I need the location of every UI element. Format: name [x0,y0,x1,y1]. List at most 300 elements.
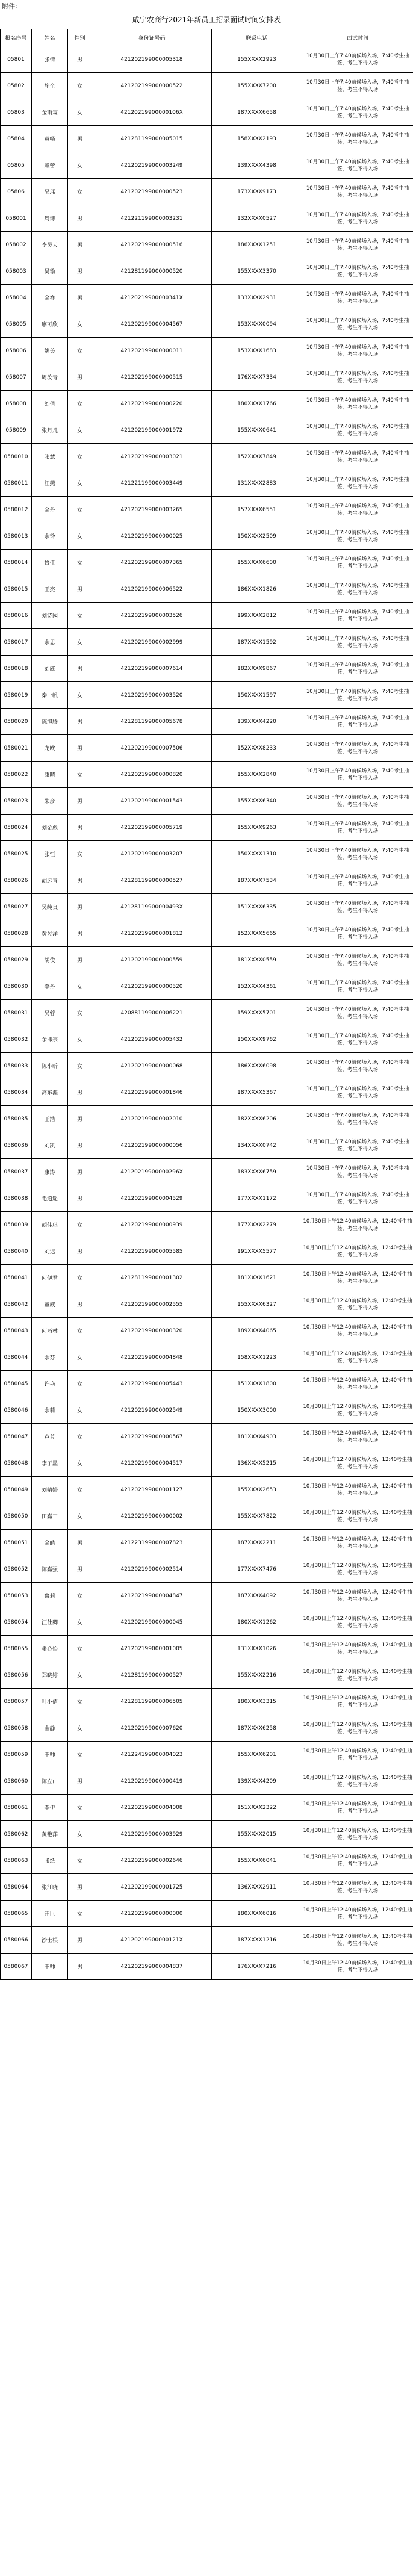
reg-number-cell: 0580012 [1,497,32,523]
id-number-cell: 421224199000004023 [92,1742,212,1768]
interview-time-cell: 10月30日上午7:40前候场入场，7:40考生抽签，考生不得入场 [302,1185,413,1212]
reg-number-cell: 0580044 [1,1344,32,1371]
phone-cell: 182XXXX6206 [212,1106,302,1132]
gender-cell: 女 [68,417,92,444]
id-number-cell: 421202199000002999 [92,629,212,656]
gender-cell: 女 [68,1344,92,1371]
interview-time-cell: 10月30日上午7:40前候场入场，7:40考生抽签，考生不得入场 [302,232,413,258]
reg-number-cell: 0580039 [1,1212,32,1238]
name-cell: 金雨霖 [32,99,68,126]
id-number-cell: 421281199000000520 [92,258,212,285]
reg-number-cell: 0580031 [1,1000,32,1026]
table-row [1,629,413,656]
gender-cell: 女 [68,682,92,709]
id-number-cell: 421202199000000220 [92,391,212,417]
interview-time-cell: 10月30日上午12:40前候场入场，12:40考生抽签，考生不得入场 [302,1450,413,1477]
name-cell: 戚蕾 [32,152,68,179]
gender-cell: 男 [68,947,92,973]
table-row [1,1874,413,1901]
reg-number-cell: 0580021 [1,735,32,762]
table-row [1,1662,413,1689]
id-number-cell: 421281199000005015 [92,126,212,152]
table-row [1,1477,413,1503]
name-cell: 余即宗 [32,1026,68,1053]
id-number-cell: 421281199000006505 [92,1689,212,1715]
table-row [1,1265,413,1291]
phone-cell: 180XXXX6016 [212,1901,302,1927]
phone-cell: 152XXXX5665 [212,920,302,947]
reg-number-cell: 0580024 [1,815,32,841]
phone-cell: 155XXXX2840 [212,762,302,788]
reg-number-cell: 0580011 [1,470,32,497]
name-cell: 姚美 [32,338,68,364]
reg-number-cell: 0580035 [1,1106,32,1132]
name-cell: 张心怡 [32,1636,68,1662]
interview-time-cell: 10月30日上午12:40前候场入场，12:40考生抽签，考生不得入场 [302,1715,413,1742]
table-row [1,1583,413,1609]
name-cell: 张倩 [32,46,68,73]
name-cell: 何伊君 [32,1265,68,1291]
id-number-cell: 421202199000003207 [92,841,212,867]
reg-number-cell: 058009 [1,417,32,444]
phone-cell: 139XXXX4220 [212,709,302,735]
interview-time-cell: 10月30日上午12:40前候场入场，12:40考生抽签，考生不得入场 [302,1609,413,1636]
gender-cell: 男 [68,1530,92,1556]
gender-cell: 男 [68,46,92,73]
phone-cell: 159XXXX5701 [212,1000,302,1026]
reg-number-cell: 0580059 [1,1742,32,1768]
reg-number-cell: 058008 [1,391,32,417]
id-number-cell: 421202199000005432 [92,1026,212,1053]
phone-cell: 157XXXX6551 [212,497,302,523]
table-row [1,1530,413,1556]
gender-cell: 女 [68,1662,92,1689]
gender-cell: 女 [68,1821,92,1848]
interview-time-cell: 10月30日上午12:40前候场入场，12:40考生抽签，考生不得入场 [302,1821,413,1848]
table-row [1,99,413,126]
name-cell: 周汝青 [32,364,68,391]
id-number-cell: 421202199000000068 [92,1053,212,1079]
interview-time-cell: 10月30日上午12:40前候场入场，12:40考生抽签，考生不得入场 [302,1768,413,1795]
reg-number-cell: 0580040 [1,1238,32,1265]
table-row [1,1901,413,1927]
gender-cell: 男 [68,735,92,762]
table-row [1,417,413,444]
gender-cell: 女 [68,1503,92,1530]
name-cell: 金静 [32,1715,68,1742]
interview-time-cell: 10月30日上午7:40前候场入场，7:40考生抽签，考生不得入场 [302,311,413,338]
interview-time-cell: 10月30日上午12:40前候场入场，12:40考生抽签，考生不得入场 [302,1530,413,1556]
interview-time-cell: 10月30日上午12:40前候场入场，12:40考生抽签，考生不得入场 [302,1954,413,1980]
phone-cell: 153XXXX1683 [212,338,302,364]
interview-time-cell: 10月30日上午7:40前候场入场，7:40考生抽签，考生不得入场 [302,258,413,285]
table-row [1,285,413,311]
reg-number-cell: 0580029 [1,947,32,973]
name-cell: 黄畅 [32,126,68,152]
id-number-cell: 421202199000002646 [92,1848,212,1874]
table-row [1,1609,413,1636]
name-cell: 汪燕 [32,470,68,497]
name-cell: 叶小倩 [32,1689,68,1715]
id-number-cell: 421202199000001846 [92,1079,212,1106]
id-number-cell: 421202199000001725 [92,1874,212,1901]
table-row [1,73,413,99]
name-cell: 李子墨 [32,1450,68,1477]
reg-number-cell: 0580050 [1,1503,32,1530]
table-row [1,1715,413,1742]
interview-time-cell: 10月30日上午7:40前候场入场，7:40考生抽签，考生不得入场 [302,682,413,709]
name-cell: 陈立山 [32,1768,68,1795]
table-row [1,1689,413,1715]
interview-time-cell: 10月30日上午7:40前候场入场，7:40考生抽签，考生不得入场 [302,735,413,762]
id-number-cell: 42120219900000121X [92,1927,212,1954]
reg-number-cell: 0580026 [1,867,32,894]
reg-number-cell: 05803 [1,99,32,126]
phone-cell: 177XXXX2279 [212,1212,302,1238]
interview-time-cell: 10月30日上午7:40前候场入场，7:40考生抽签，考生不得入场 [302,629,413,656]
phone-cell: 155XXXX6600 [212,550,302,576]
name-cell: 余思 [32,629,68,656]
interview-time-cell: 10月30日上午7:40前候场入场，7:40考生抽签，考生不得入场 [302,1026,413,1053]
gender-cell: 男 [68,1556,92,1583]
name-cell: 秦一帆 [32,682,68,709]
table-row [1,179,413,205]
table-header-row [1,29,413,46]
reg-number-cell: 0580015 [1,576,32,603]
id-number-cell: 421202199000005585 [92,1238,212,1265]
gender-cell: 男 [68,656,92,682]
gender-cell: 女 [68,1212,92,1238]
reg-number-cell: 0580052 [1,1556,32,1583]
table-row [1,1132,413,1159]
gender-cell: 男 [68,258,92,285]
reg-number-cell: 0580042 [1,1291,32,1318]
gender-cell: 女 [68,762,92,788]
id-number-cell: 42120219900000341X [92,285,212,311]
interview-time-cell: 10月30日上午12:40前候场入场，12:40考生抽签，考生不得入场 [302,1424,413,1450]
id-number-cell: 421202199000002514 [92,1556,212,1583]
id-number-cell: 421281199000000527 [92,867,212,894]
gender-cell: 男 [68,920,92,947]
name-cell: 王杰 [32,576,68,603]
name-cell: 胡远青 [32,867,68,894]
gender-cell: 女 [68,841,92,867]
reg-number-cell: 0580058 [1,1715,32,1742]
phone-cell: 180XXXX1766 [212,391,302,417]
id-number-cell: 421202199000000025 [92,523,212,550]
table-row [1,1291,413,1318]
gender-cell: 女 [68,1318,92,1344]
table-row [1,762,413,788]
gender-cell: 男 [68,1159,92,1185]
phone-cell: 151XXXX2322 [212,1795,302,1821]
reg-number-cell: 0580055 [1,1636,32,1662]
name-cell: 王浩 [32,1106,68,1132]
name-cell: 鲁佳 [32,550,68,576]
id-number-cell: 421281199000005678 [92,709,212,735]
phone-cell: 187XXXX1216 [212,1927,302,1954]
phone-cell: 177XXXX7476 [212,1556,302,1583]
table-row [1,391,413,417]
table-row [1,311,413,338]
phone-cell: 150XXXX1597 [212,682,302,709]
interview-time-cell: 10月30日上午7:40前候场入场，7:40考生抽签，考生不得入场 [302,391,413,417]
phone-cell: 151XXXX1800 [212,1371,302,1397]
phone-cell: 189XXXX4065 [212,1318,302,1344]
attachment-label: 附件： [2,2,22,10]
interview-time-cell: 10月30日上午7:40前候场入场，7:40考生抽签，考生不得入场 [302,497,413,523]
gender-cell: 女 [68,1026,92,1053]
id-number-cell: 421202199000004517 [92,1450,212,1477]
table-row [1,1000,413,1026]
id-number-cell: 421202199000000523 [92,179,212,205]
name-cell: 刘凯 [32,1132,68,1159]
table-row [1,1397,413,1424]
interview-time-cell: 10月30日上午12:40前候场入场，12:40考生抽签，考生不得入场 [302,1318,413,1344]
interview-time-cell: 10月30日上午12:40前候场入场，12:40考生抽签，考生不得入场 [302,1901,413,1927]
interview-time-cell: 10月30日上午7:40前候场入场，7:40考生抽签，考生不得入场 [302,920,413,947]
interview-time-cell: 10月30日上午7:40前候场入场，7:40考生抽签，考生不得入场 [302,338,413,364]
interview-time-cell: 10月30日上午7:40前候场入场，7:40考生抽签，考生不得入场 [302,46,413,73]
table-row [1,1636,413,1662]
gender-cell: 女 [68,1450,92,1477]
interview-time-cell: 10月30日上午12:40前候场入场，12:40考生抽签，考生不得入场 [302,1848,413,1874]
table-row [1,1238,413,1265]
id-number-cell: 421202199000000056 [92,1132,212,1159]
table-row [1,1821,413,1848]
id-number-cell: 421202199000000520 [92,973,212,1000]
interview-time-cell: 10月30日上午7:40前候场入场，7:40考生抽签，考生不得入场 [302,656,413,682]
name-cell: 张慧 [32,444,68,470]
phone-cell: 155XXXX2653 [212,1477,302,1503]
name-cell: 吴纯良 [32,894,68,920]
id-number-cell: 421202199000001972 [92,417,212,444]
id-number-cell: 421202199000004529 [92,1185,212,1212]
id-number-cell: 421202199000001543 [92,788,212,815]
phone-cell: 152XXXX8233 [212,735,302,762]
table-row [1,1742,413,1768]
phone-cell: 187XXXX2211 [212,1530,302,1556]
table-row [1,1185,413,1212]
name-cell: 康涛 [32,1159,68,1185]
phone-cell: 155XXXX0641 [212,417,302,444]
id-number-cell: 421202199000003249 [92,152,212,179]
phone-cell: 186XXXX1826 [212,576,302,603]
phone-cell: 155XXXX2216 [212,1662,302,1689]
gender-cell: 女 [68,1715,92,1742]
reg-number-cell: 0580051 [1,1530,32,1556]
id-number-cell: 421202199000007614 [92,656,212,682]
gender-cell: 男 [68,867,92,894]
gender-cell: 女 [68,73,92,99]
reg-number-cell: 0580034 [1,1079,32,1106]
interview-time-cell: 10月30日上午7:40前候场入场，7:40考生抽签，考生不得入场 [302,470,413,497]
interview-time-cell: 10月30日上午7:40前候场入场，7:40考生抽签，考生不得入场 [302,1000,413,1026]
reg-number-cell: 0580045 [1,1371,32,1397]
reg-number-cell: 05802 [1,73,32,99]
gender-cell: 女 [68,523,92,550]
interview-time-cell: 10月30日上午7:40前候场入场，7:40考生抽签，考生不得入场 [302,815,413,841]
id-number-cell: 421281199000001302 [92,1265,212,1291]
phone-cell: 199XXXX2812 [212,603,302,629]
reg-number-cell: 05806 [1,179,32,205]
phone-cell: 155XXXX6327 [212,1291,302,1318]
phone-cell: 187XXXX4092 [212,1583,302,1609]
name-cell: 董威 [32,1291,68,1318]
gender-cell: 男 [68,1291,92,1318]
interview-time-cell: 10月30日上午7:40前候场入场，7:40考生抽签，考生不得入场 [302,417,413,444]
name-cell: 陈小昕 [32,1053,68,1079]
phone-cell: 155XXXX7822 [212,1503,302,1530]
name-cell: 毛逍遥 [32,1185,68,1212]
id-number-cell: 421202199000002555 [92,1291,212,1318]
table-row [1,841,413,867]
reg-number-cell: 0580061 [1,1795,32,1821]
table-row [1,1848,413,1874]
id-number-cell: 421202199000004847 [92,1583,212,1609]
id-number-cell: 421202199000004837 [92,1954,212,1980]
gender-cell: 女 [68,470,92,497]
reg-number-cell: 0580028 [1,920,32,947]
id-number-cell: 421202199000000011 [92,338,212,364]
phone-cell: 181XXXX1621 [212,1265,302,1291]
header-cell: 身份证号码 [92,29,212,46]
reg-number-cell: 058002 [1,232,32,258]
interview-time-cell: 10月30日上午7:40前候场入场，7:40考生抽签，考生不得入场 [302,762,413,788]
phone-cell: 173XXXX9173 [212,179,302,205]
name-cell: 施全 [32,73,68,99]
id-number-cell: 421202199000000939 [92,1212,212,1238]
name-cell: 康晴 [32,762,68,788]
interview-time-cell: 10月30日上午7:40前候场入场，7:40考生抽签，考生不得入场 [302,179,413,205]
phone-cell: 151XXXX6335 [212,894,302,920]
reg-number-cell: 0580065 [1,1901,32,1927]
gender-cell: 女 [68,1901,92,1927]
interview-time-cell: 10月30日上午7:40前候场入场，7:40考生抽签，考生不得入场 [302,205,413,232]
reg-number-cell: 0580041 [1,1265,32,1291]
interview-time-cell: 10月30日上午7:40前候场入场，7:40考生抽签，考生不得入场 [302,709,413,735]
reg-number-cell: 0580033 [1,1053,32,1079]
reg-number-cell: 0580053 [1,1583,32,1609]
gender-cell: 女 [68,550,92,576]
table-row [1,815,413,841]
name-cell: 李昊天 [32,232,68,258]
table-row [1,1026,413,1053]
gender-cell: 男 [68,1954,92,1980]
reg-number-cell: 0580057 [1,1689,32,1715]
reg-number-cell: 05804 [1,126,32,152]
table-row [1,1503,413,1530]
id-number-cell: 421202199000000045 [92,1609,212,1636]
name-cell: 胡佳琪 [32,1212,68,1238]
table-row [1,444,413,470]
id-number-cell: 421202199000000516 [92,232,212,258]
gender-cell: 女 [68,1609,92,1636]
interview-time-cell: 10月30日上午7:40前候场入场，7:40考生抽签，考生不得入场 [302,444,413,470]
id-number-cell: 420881199000006221 [92,1000,212,1026]
interview-time-cell: 10月30日上午12:40前候场入场，12:40考生抽签，考生不得入场 [302,1477,413,1503]
reg-number-cell: 0580014 [1,550,32,576]
phone-cell: 187XXXX5367 [212,1079,302,1106]
phone-cell: 182XXXX9867 [212,656,302,682]
id-number-cell: 421221199000003231 [92,205,212,232]
interview-time-cell: 10月30日上午12:40前候场入场，12:40考生抽签，考生不得入场 [302,1265,413,1291]
name-cell: 陈嘉强 [32,1556,68,1583]
id-number-cell: 42128119900000493X [92,894,212,920]
reg-number-cell: 058005 [1,311,32,338]
name-cell: 张丹凡 [32,417,68,444]
interview-time-cell: 10月30日上午7:40前候场入场，7:40考生抽签，考生不得入场 [302,285,413,311]
gender-cell: 女 [68,1848,92,1874]
reg-number-cell: 05805 [1,152,32,179]
reg-number-cell: 0580020 [1,709,32,735]
name-cell: 吴瑶 [32,179,68,205]
interview-time-cell: 10月30日上午7:40前候场入场，7:40考生抽签，考生不得入场 [302,152,413,179]
name-cell: 黄昱洋 [32,920,68,947]
phone-cell: 180XXXX3315 [212,1689,302,1715]
phone-cell: 150XXXX2509 [212,523,302,550]
interview-time-cell: 10月30日上午12:40前候场入场，12:40考生抽签，考生不得入场 [302,1212,413,1238]
interview-time-cell: 10月30日上午7:40前候场入场，7:40考生抽签，考生不得入场 [302,788,413,815]
phone-cell: 158XXXX2193 [212,126,302,152]
table-row [1,1159,413,1185]
gender-cell: 男 [68,894,92,920]
gender-cell: 女 [68,1742,92,1768]
id-number-cell: 421202199000000820 [92,762,212,788]
name-cell: 余皓 [32,1530,68,1556]
reg-number-cell: 0580023 [1,788,32,815]
id-number-cell: 421202199000005318 [92,46,212,73]
name-cell: 张恒 [32,841,68,867]
reg-number-cell: 0580047 [1,1424,32,1450]
phone-cell: 133XXXX2931 [212,285,302,311]
schedule-table [0,29,413,1980]
gender-cell: 女 [68,1371,92,1397]
interview-time-cell: 10月30日上午7:40前候场入场，7:40考生抽签，考生不得入场 [302,867,413,894]
id-number-cell: 421202199000003526 [92,603,212,629]
id-number-cell: 421202199000004848 [92,1344,212,1371]
gender-cell: 女 [68,1397,92,1424]
interview-time-cell: 10月30日上午7:40前候场入场，7:40考生抽签，考生不得入场 [302,1053,413,1079]
table-row [1,1450,413,1477]
table-row [1,1212,413,1238]
phone-cell: 152XXXX7849 [212,444,302,470]
table-row [1,894,413,920]
table-row [1,682,413,709]
gender-cell: 男 [68,709,92,735]
phone-cell: 181XXXX0559 [212,947,302,973]
id-number-cell: 421202199000003929 [92,1821,212,1848]
reg-number-cell: 0580017 [1,629,32,656]
name-cell: 王帅 [32,1954,68,1980]
id-number-cell: 421202199000002010 [92,1106,212,1132]
id-number-cell: 421202199000001005 [92,1636,212,1662]
id-number-cell: 421202199000005443 [92,1371,212,1397]
id-number-cell: 421281199000000527 [92,1662,212,1689]
phone-cell: 158XXXX1223 [212,1344,302,1371]
header-cell: 性别 [68,29,92,46]
gender-cell: 女 [68,338,92,364]
interview-time-cell: 10月30日上午12:40前候场入场，12:40考生抽签，考生不得入场 [302,1344,413,1371]
phone-cell: 186XXXX1251 [212,232,302,258]
id-number-cell: 421223199000007823 [92,1530,212,1556]
name-cell: 余玲 [32,523,68,550]
gender-cell: 女 [68,444,92,470]
id-number-cell: 421202199000004008 [92,1795,212,1821]
interview-time-cell: 10月30日上午12:40前候场入场，12:40考生抽签，考生不得入场 [302,1927,413,1954]
phone-cell: 131XXXX1026 [212,1636,302,1662]
header-cell: 姓名 [32,29,68,46]
